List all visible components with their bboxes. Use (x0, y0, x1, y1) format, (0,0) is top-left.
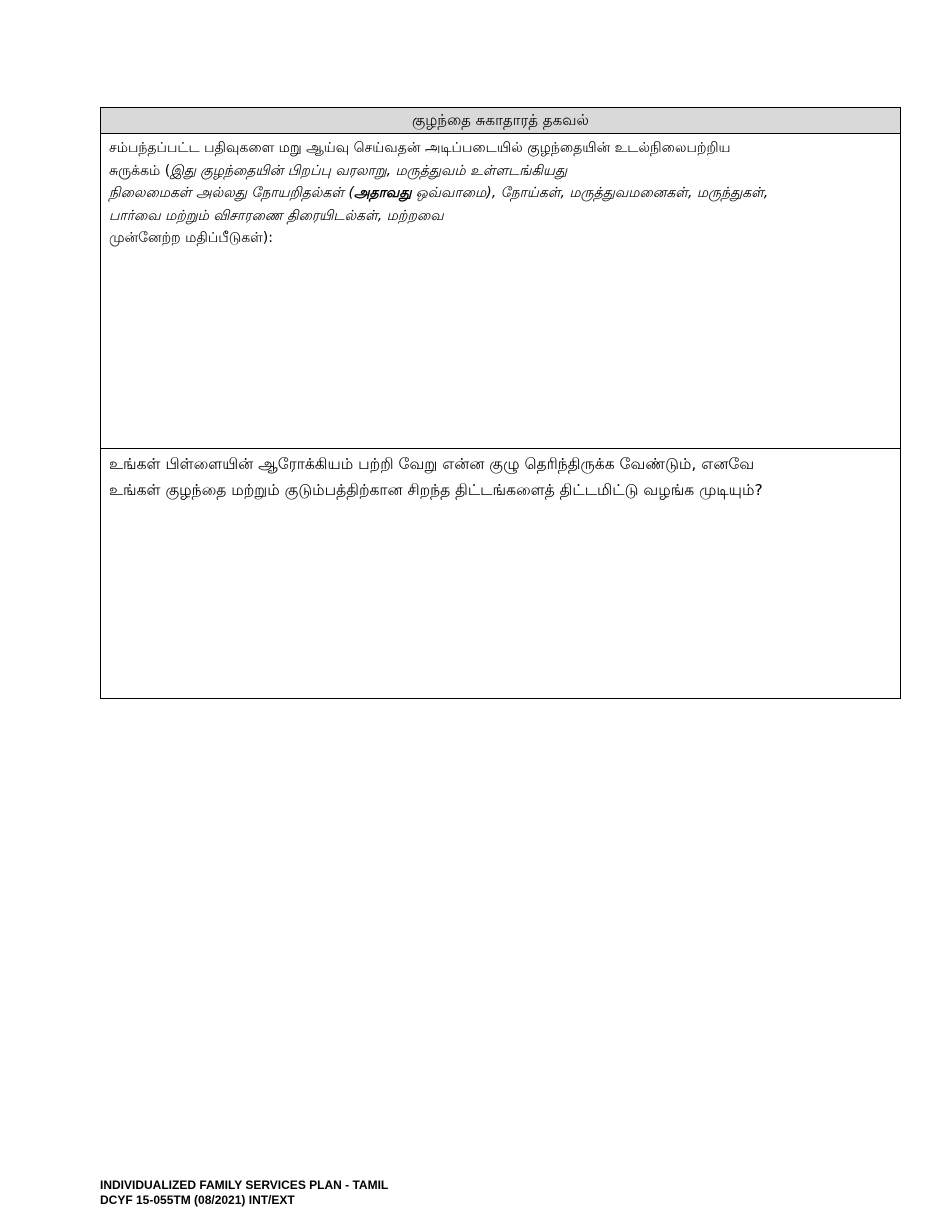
form-footer (100, 1178, 388, 1207)
summary-prompt-line-3-start: நிலைமைகள் அல்லது நோயறிதல்கள் ( (109, 185, 354, 201)
summary-prompt-line-2-start: சுருக்கம் ( (109, 162, 171, 179)
footer-title: INDIVIDUALIZED FAMILY SERVICES PLAN - TAMIL (100, 1178, 389, 1192)
summary-prompt-line-3 (109, 182, 892, 205)
other-health-info-field[interactable] (101, 449, 900, 698)
health-summary-field[interactable] (101, 134, 900, 449)
summary-prompt-line-4: பார்வை மற்றும் விசாரணை திரையிடல்கள், மற்றவை (109, 207, 444, 224)
footer-form-number: DCYF 15-055TM (08/2021) INT/EXT (100, 1192, 295, 1207)
summary-prompt-line-1: சம்பந்தப்பட்ட பதிவுகளை மறு ஆய்வு செய்வதன் அடிப்படையில் குழந்தையின் உடல்நிலைபற்றிய (109, 140, 731, 156)
question-line-2: உங்கள் குழந்தை மற்றும் குடும்பத்திற்கான சிறந்த திட்டங்களைத் திட்டமிட்டு வழங்க முடியும்? (109, 481, 763, 499)
summary-prompt-line-3-end: ஒவ்வாமை), நோய்கள், மருத்துவமனைகள், மருந்துகள், (411, 185, 769, 201)
summary-prompt-line-2-italic: இது குழந்தையின் பிறப்பு வரலாறு, மருத்துவம் உள்ளடங்கியது (170, 162, 568, 179)
child-health-info-table (100, 107, 901, 699)
question-line-1: உங்கள் பிள்ளையின் ஆரோக்கியம் பற்றி வேறு என்ன குழு தெரிந்திருக்க வேண்டும், எனவே (109, 455, 755, 473)
summary-prompt-line-5: முன்னேற்ற மதிப்பீடுகள்): (109, 230, 273, 246)
section-title: குழந்தை சுகாதாரத் தகவல் (101, 108, 900, 134)
summary-prompt-line-2 (109, 160, 892, 183)
summary-prompt-line-3-bold: அதாவது (353, 185, 412, 201)
